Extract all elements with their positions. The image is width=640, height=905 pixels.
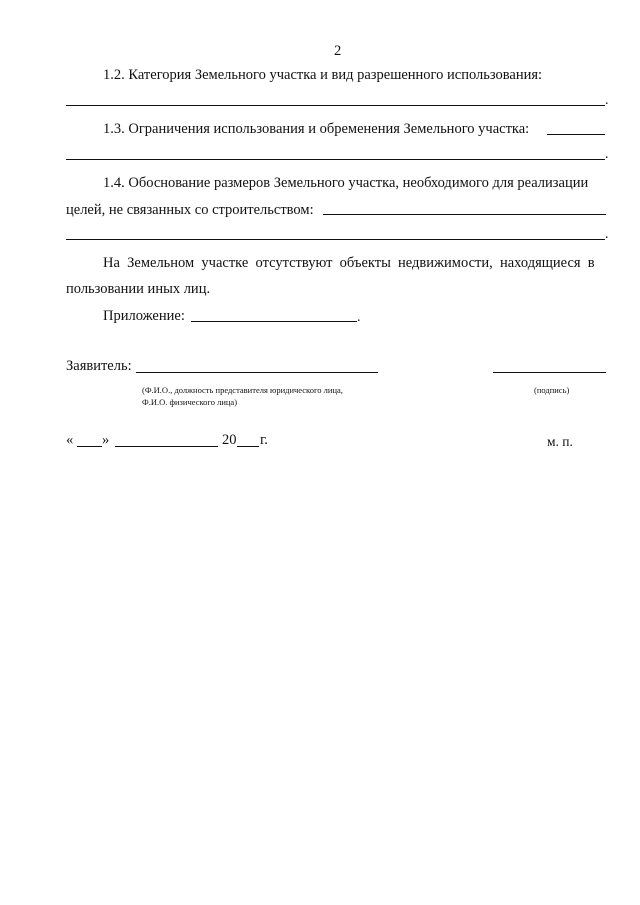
paragraph-line1: На Земельном участке отсутствуют объекты недвижимости, находящиеся в bbox=[103, 255, 595, 271]
date-close-quote: » bbox=[102, 432, 110, 448]
item-1-4-line2: целей, не связанных со строительством: bbox=[66, 202, 314, 218]
signature-line[interactable] bbox=[493, 372, 606, 373]
item-1-4-line1: 1.4. Обоснование размеров Земельного участка, необходимого для реализации bbox=[103, 175, 589, 191]
applicant-caption-line2: Ф.И.О. физического лица) bbox=[142, 397, 238, 407]
date-open-quote: « bbox=[66, 432, 74, 448]
item-1-2-text: 1.2. Категория Земельного участка и вид разрешенного использования: bbox=[103, 67, 543, 83]
applicant-label: Заявитель: bbox=[66, 358, 132, 374]
attachment-end: . bbox=[357, 310, 361, 325]
stamp-label: м. п. bbox=[547, 434, 573, 449]
item-1-4-end: . bbox=[605, 227, 609, 242]
item-1-4-fill-line[interactable] bbox=[66, 239, 605, 240]
page-number: 2 bbox=[334, 43, 342, 59]
date-year-prefix: 20 bbox=[222, 432, 237, 448]
applicant-caption-line1: (Ф.И.О., должность представителя юридического лица, bbox=[142, 385, 343, 395]
item-1-2-fill-line[interactable] bbox=[66, 105, 605, 106]
attachment-line[interactable] bbox=[191, 321, 357, 322]
date-year-line[interactable] bbox=[237, 446, 259, 447]
item-1-3-inline-line[interactable] bbox=[547, 134, 605, 135]
item-1-3-end: . bbox=[605, 147, 609, 162]
date-year-suffix: г. bbox=[260, 432, 268, 448]
date-month-line[interactable] bbox=[115, 446, 218, 447]
date-day-line[interactable] bbox=[77, 446, 102, 447]
paragraph-line2: пользовании иных лиц. bbox=[66, 281, 211, 297]
applicant-name-line[interactable] bbox=[136, 372, 378, 373]
item-1-4-inline-line[interactable] bbox=[323, 214, 606, 215]
item-1-2-end: . bbox=[605, 93, 609, 108]
signature-caption: (подпись) bbox=[534, 385, 570, 395]
item-1-3-text: 1.3. Ограничения использования и обременения Земельного участка: bbox=[103, 121, 530, 137]
attachment-label: Приложение: bbox=[103, 308, 185, 324]
item-1-3-fill-line[interactable] bbox=[66, 159, 605, 160]
